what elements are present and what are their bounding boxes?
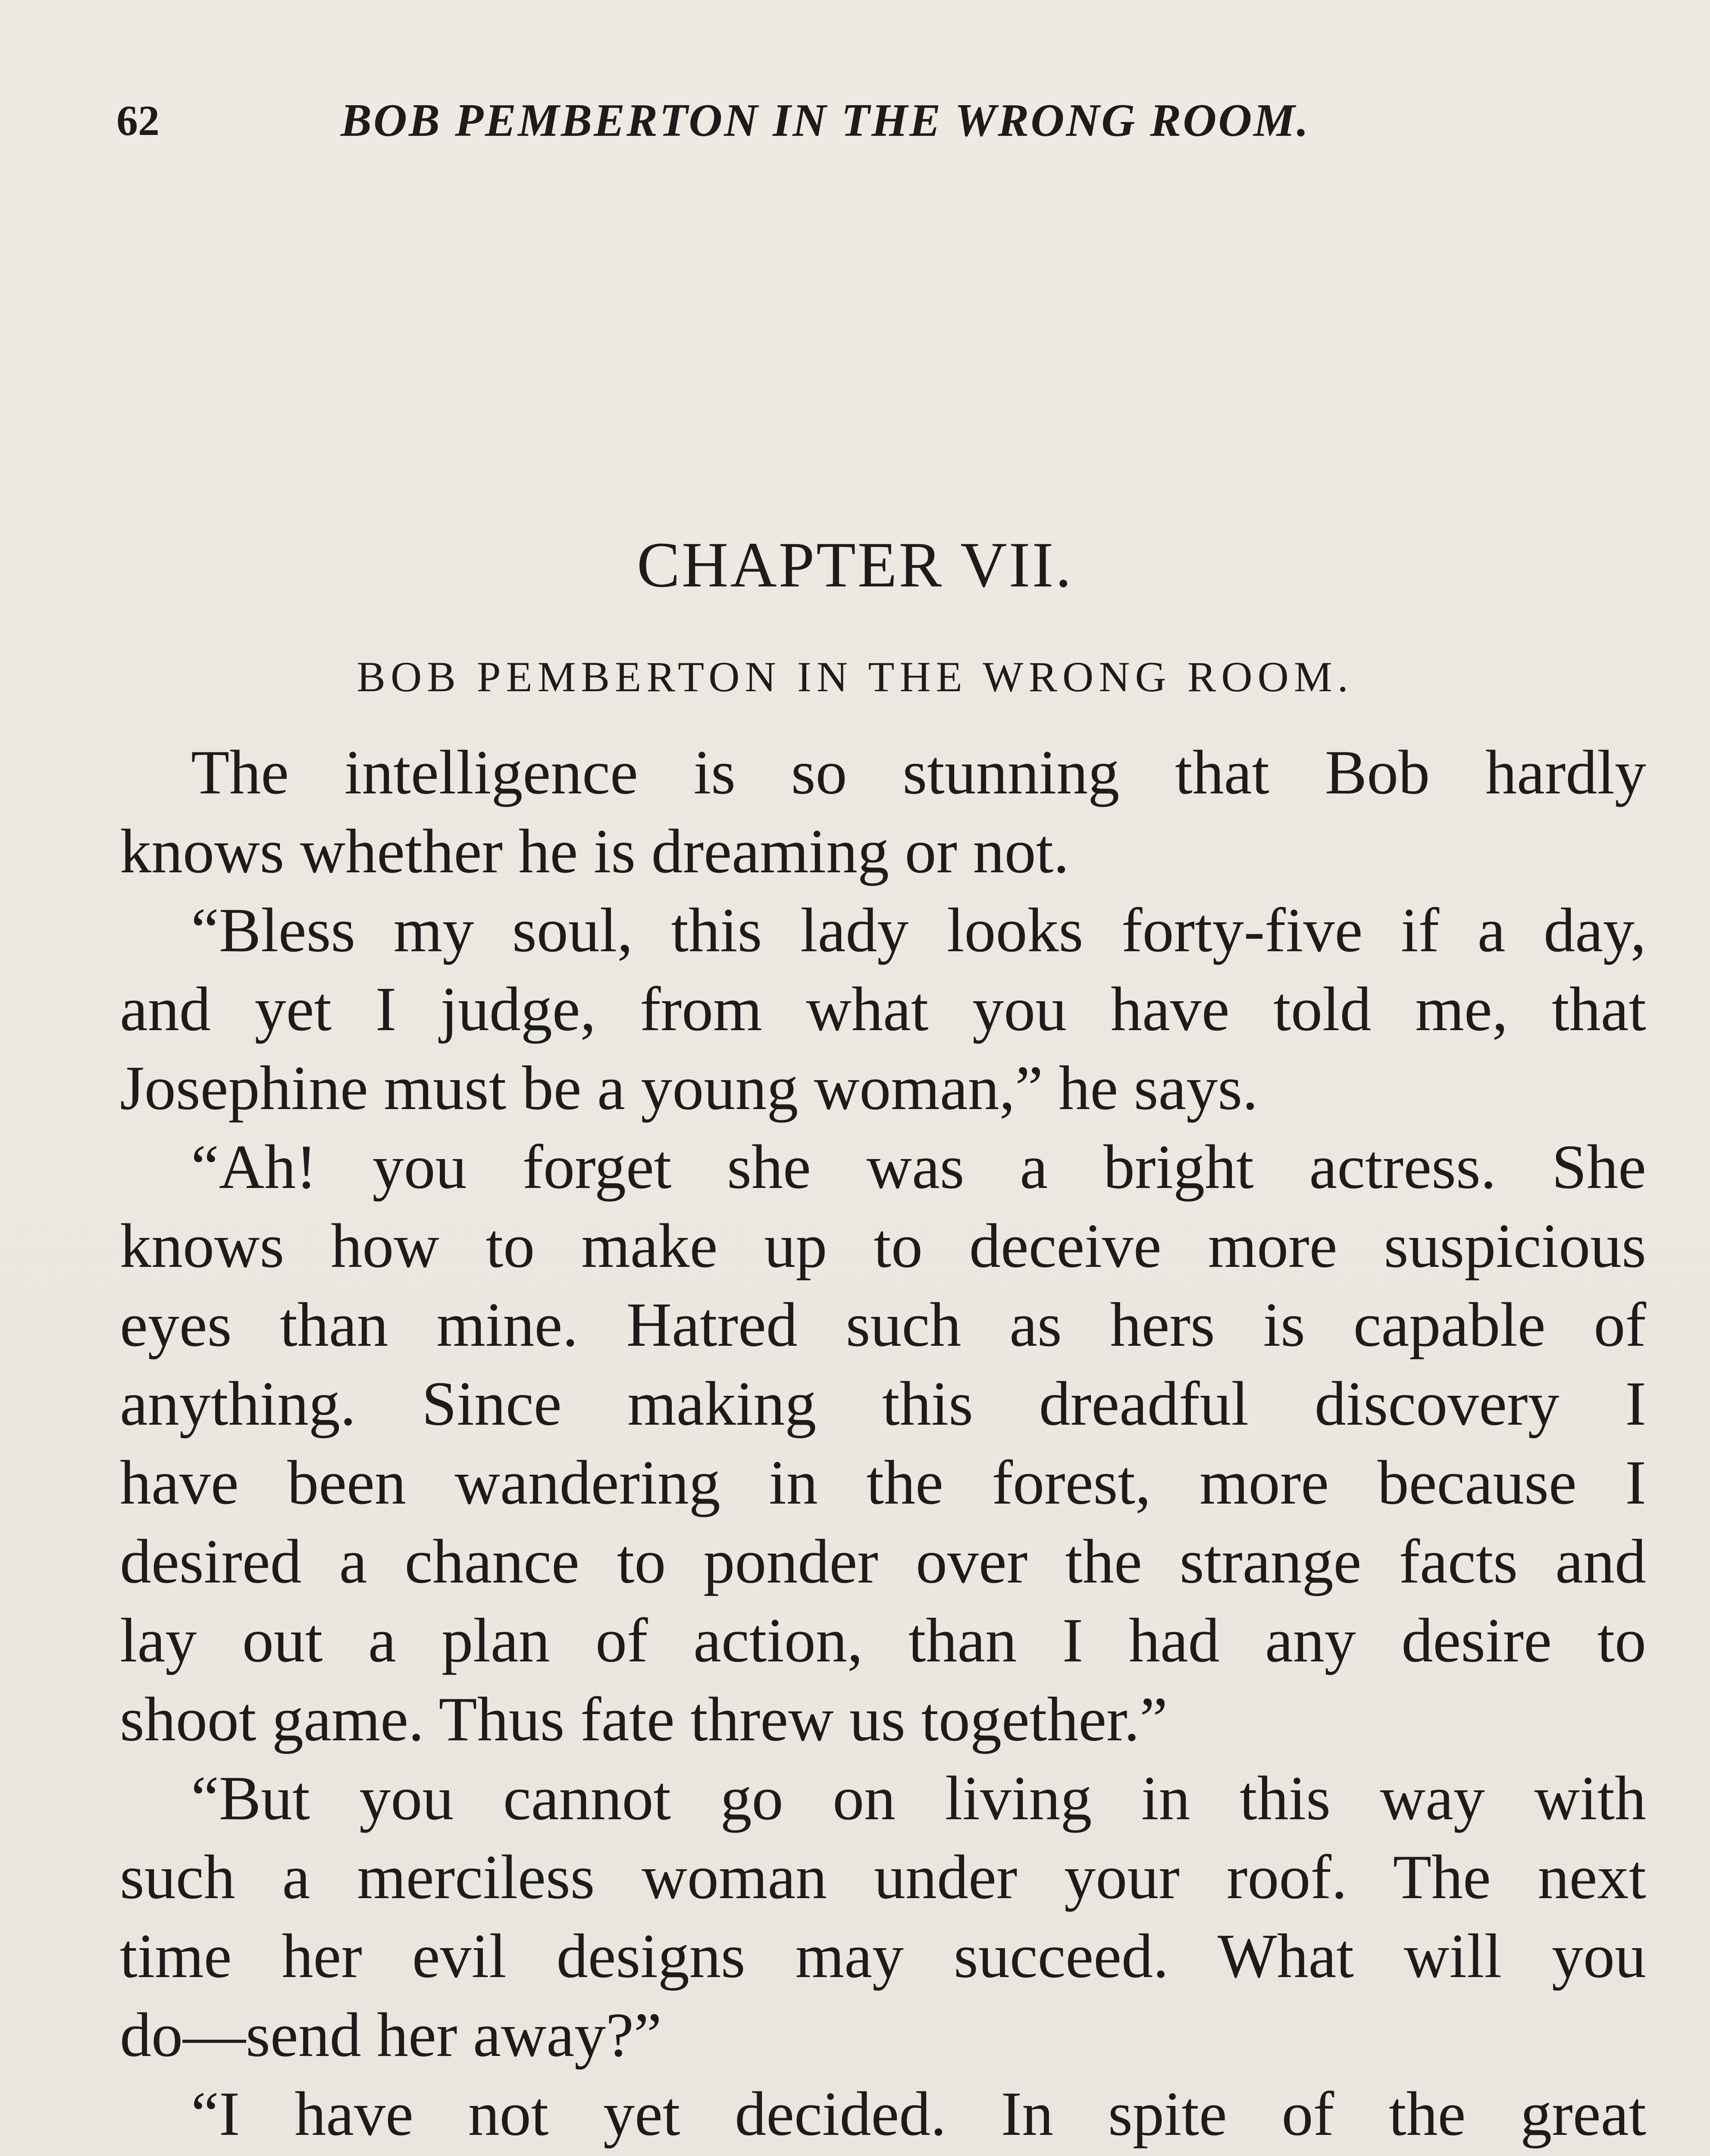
paragraph-line: eyes than mine. Hatred such as hers is capable of <box>120 1290 1646 1360</box>
paragraph-line: anything. Since making this dreadful discovery I <box>120 1369 1646 1438</box>
paragraph-line: do—send her away?” <box>120 2000 662 2070</box>
paragraph-line <box>120 2153 1646 2156</box>
paragraph-line: desired a chance to ponder over the strange facts and <box>120 1526 1646 1596</box>
paragraph-line: and yet I judge, from what you have told me, that <box>120 974 1646 1044</box>
paragraph-line: lay out a plan of action, than I had any desire to <box>120 1605 1646 1675</box>
paragraph-line: Josephine must be a young woman,” he says. <box>120 1053 1258 1123</box>
paragraph-line: shoot game. Thus fate threw us together.” <box>120 1684 1168 1754</box>
page-header <box>116 88 1651 153</box>
paragraph-line: have been wandering in the forest, more because I <box>120 1448 1646 1517</box>
running-head: BOB PEMBERTON IN THE WRONG ROOM. <box>341 95 1310 146</box>
paragraph-line: such a merciless woman under your roof. The next <box>120 1842 1646 1912</box>
paragraph-line: knows whether he is dreaming or not. <box>120 816 1069 886</box>
paragraph-line: knows how to make up to deceive more suspicious <box>120 1211 1646 1281</box>
chapter-title: CHAPTER VII. <box>637 529 1073 601</box>
paragraph-first-line: The intelligence is so stunning that Bob hardly <box>191 737 1646 807</box>
paragraph-first-line: “But you cannot go on living in this way with <box>191 1763 1646 1833</box>
paragraph-first-line: “Bless my soul, this lady looks forty-five if a day, <box>191 895 1646 965</box>
paragraph-line: time her evil designs may succeed. What will you <box>120 1921 1646 1991</box>
paragraph-first-line: “I have not yet decided. In spite of the great <box>191 2079 1646 2149</box>
chapter-subtitle: BOB PEMBERTON IN THE WRONG ROOM. <box>357 653 1353 701</box>
body-text <box>120 733 1646 2156</box>
paragraph-first-line: “Ah! you forget she was a bright actress. She <box>191 1132 1646 1202</box>
page-number: 62 <box>116 97 160 144</box>
